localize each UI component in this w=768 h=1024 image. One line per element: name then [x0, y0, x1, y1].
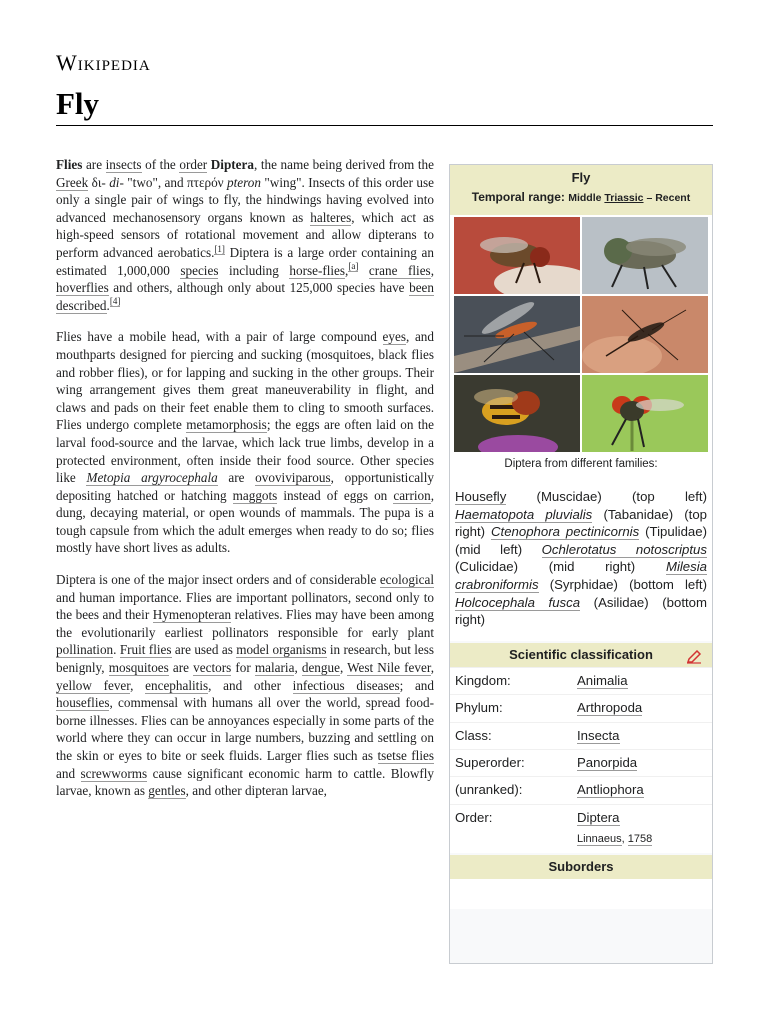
crane-fly-photo[interactable] [454, 296, 580, 373]
wikipedia-logo[interactable]: Wikipedia [56, 50, 151, 75]
classification-row: Kingdom: Animalia [450, 667, 712, 694]
link-maggots[interactable]: maggots [232, 487, 278, 503]
bold-term: Diptera [210, 157, 254, 172]
mosquito-photo[interactable] [582, 296, 708, 373]
link-vectors[interactable]: vectors [193, 660, 232, 676]
paragraph-importance: Diptera is one of the major insect orders and of considerable ecological and human importance. Flies are important pollinators, second only to the bees and their Hymenopteran relatives. Flies may have been among the evolutionarily earliest pollinators responsible for early plant pollination. Fruit flies are used as model organisms in research, but less benignly, mosquitoes are vectors for malaria, dengue, West Nile fever, yellow fever, encephalitis, and other infectious diseases; and houseflies, commensal with humans all over the world, spread food-borne illnesses. Flies can be annoyances especially in some parts of the world where they can occur in large numbers, buzzing and settling on the skin or eyes to bite or seek fluids. Larger flies such as tsetse flies and screwworms cause significant economic harm to cattle. Blowfly larvae, known as gentles, and other dipteran larvae, [56, 572, 435, 799]
title-divider [56, 125, 713, 126]
link-arthropoda[interactable]: Arthropoda [577, 700, 643, 716]
link-crane-flies[interactable]: crane flies [368, 262, 431, 278]
link-dengue[interactable]: dengue [301, 660, 340, 676]
photo-gallery [450, 215, 712, 488]
link-ovoviviparous[interactable]: ovoviviparous [255, 470, 331, 486]
link-malaria[interactable]: malaria [254, 660, 295, 676]
classification-header: Scientific classification [450, 643, 712, 667]
article-body [56, 156, 434, 814]
link-milesia[interactable]: Milesia crabroniformis [455, 559, 707, 592]
gallery-caption: Diptera from different families: [504, 458, 658, 470]
link-species[interactable]: species [180, 262, 219, 278]
link-housefly[interactable]: Housefly [455, 489, 507, 504]
classification-row: Phylum: Arthropoda [450, 694, 712, 721]
taxobox [449, 164, 713, 964]
link-holcocephala[interactable]: Holcocephala fusca [455, 594, 581, 610]
classification-row: (unranked): Antliophora [450, 776, 712, 803]
ref-a[interactable]: [a] [348, 261, 359, 272]
ref-4[interactable]: [4] [109, 296, 121, 307]
link-1758[interactable]: 1758 [627, 833, 653, 846]
link-model-organisms[interactable]: model organisms [236, 642, 327, 658]
link-hoverflies[interactable]: hoverflies [56, 280, 109, 296]
ref-1[interactable]: [1] [214, 243, 225, 254]
link-metopia[interactable]: Metopia argyrocephala [86, 470, 218, 486]
species-legend: Housefly (Muscidae) (top left) Haematopota pluvialis (Tabanidae) (top right) Ctenophora pectinicornis (Tipulidae) (mid left) Ochlerotatus notoscriptus (Culicidae) (mid right) Milesia crabroniformis (Syrphidae) (bottom left) Holcocephala fusca (Asilidae) (bottom right) [450, 488, 712, 641]
link-mosquitoes[interactable]: mosquitoes [108, 660, 169, 676]
link-hymenopteran[interactable]: Hymenopteran [152, 607, 232, 623]
paragraph-intro: Flies are insects of the order Diptera, the name being derived from the Greek δι- di- "two", and πτερόν pteron "wing". Insects of this order use only a single pair of wings to fly, the hindwings having evolved into advanced mechanosensory organs known as halteres, which act as high-speed sensors of rotational movement and allow dipterans to perform advanced aerobatics.[1] Diptera is a large order containing an estimated 1,000,000 species including horse-flies,[a] crane flies, hoverflies and others, although only about 125,000 species have been described.[4] [56, 157, 435, 313]
link-eyes[interactable]: eyes [382, 329, 406, 345]
horsefly-photo[interactable] [582, 217, 708, 294]
link-panorpida[interactable]: Panorpida [577, 754, 638, 770]
link-ecological[interactable]: ecological [379, 572, 434, 588]
link-haematopota[interactable]: Haematopota pluvialis [455, 506, 593, 522]
link-ctenophora[interactable]: Ctenophora pectinicornis [491, 524, 640, 540]
paragraph-anatomy: Flies have a mobile head, with a pair of large compound eyes, and mouthparts designed for piercing and sucking (mosquitoes, black flies and robber flies), or for lapping and sucking in the other groups. Their wing arrangement gives them great maneuverability in flight, and claws and pads on their feet enable them to cling to smooth surfaces. Flies undergo complete metamorphosis; the eggs are often laid on the larval food-source and the larvae, which lack true limbs, develop in a protected environment, often inside their food source. Other species like Metopia argyrocephala are ovoviviparous, opportunistically depositing hatched or hatching maggots instead of eggs on carrion, dung, decaying material, or open wounds of mammals. The pupa is a tough capsule from which the adult emerges when ready to do so; flies mostly have short lives as adults. [56, 329, 434, 556]
link-fruit-flies[interactable]: Fruit flies [119, 642, 172, 658]
link-tsetse[interactable]: tsetse flies [377, 748, 434, 763]
edit-icon[interactable] [686, 648, 702, 672]
taxon-authority: Linnaeus, 1758 [450, 831, 712, 853]
housefly-photo[interactable] [454, 217, 580, 294]
taxobox-header [450, 165, 712, 215]
link-yellow-fever[interactable]: yellow fever [56, 677, 131, 693]
link-halteres[interactable]: halteres [310, 209, 352, 225]
page-title: Fly [56, 86, 100, 121]
link-infectious-diseases[interactable]: infectious diseases [292, 677, 400, 693]
classification-row: Order: Diptera [450, 804, 712, 831]
hoverfly-photo[interactable] [454, 375, 580, 452]
classification-row: Class: Insecta [450, 722, 712, 749]
link-gentles[interactable]: gentles [148, 783, 186, 799]
link-insecta[interactable]: Insecta [577, 727, 620, 743]
link-linnaeus[interactable]: Linnaeus [577, 833, 622, 846]
link-antliophora[interactable]: Antliophora [577, 782, 644, 798]
link-animalia[interactable]: Animalia [577, 672, 628, 688]
suborders-header: Suborders [450, 855, 712, 879]
link-screwworms[interactable]: screwworms [80, 765, 148, 781]
temporal-range: Temporal range: Middle Triassic – Recent [471, 190, 691, 204]
taxobox-title: Fly [571, 170, 591, 185]
link-pollination[interactable]: pollination [56, 642, 114, 658]
link-west-nile[interactable]: West Nile fever [347, 660, 431, 676]
classification-row: Superorder: Panorpida [450, 749, 712, 776]
link-been-described[interactable]: been described [56, 280, 434, 313]
link-diptera[interactable]: Diptera [577, 809, 620, 825]
link-greek[interactable]: Greek [56, 174, 89, 190]
robber-fly-photo[interactable] [582, 375, 708, 452]
bold-term: Flies [56, 157, 83, 172]
link-houseflies[interactable]: houseflies [56, 695, 110, 711]
link-order[interactable]: order [179, 157, 208, 172]
link-insects[interactable]: insects [105, 157, 142, 172]
link-metamorphosis[interactable]: metamorphosis [186, 417, 267, 433]
link-ochlerotatus[interactable]: Ochlerotatus notoscriptus [541, 541, 707, 557]
link-triassic[interactable]: Triassic [604, 192, 644, 204]
link-encephalitis[interactable]: encephalitis [145, 677, 209, 693]
suborders-list [450, 879, 712, 909]
link-carrion[interactable]: carrion [393, 487, 431, 503]
link-horse-flies[interactable]: horse-flies [289, 262, 346, 278]
